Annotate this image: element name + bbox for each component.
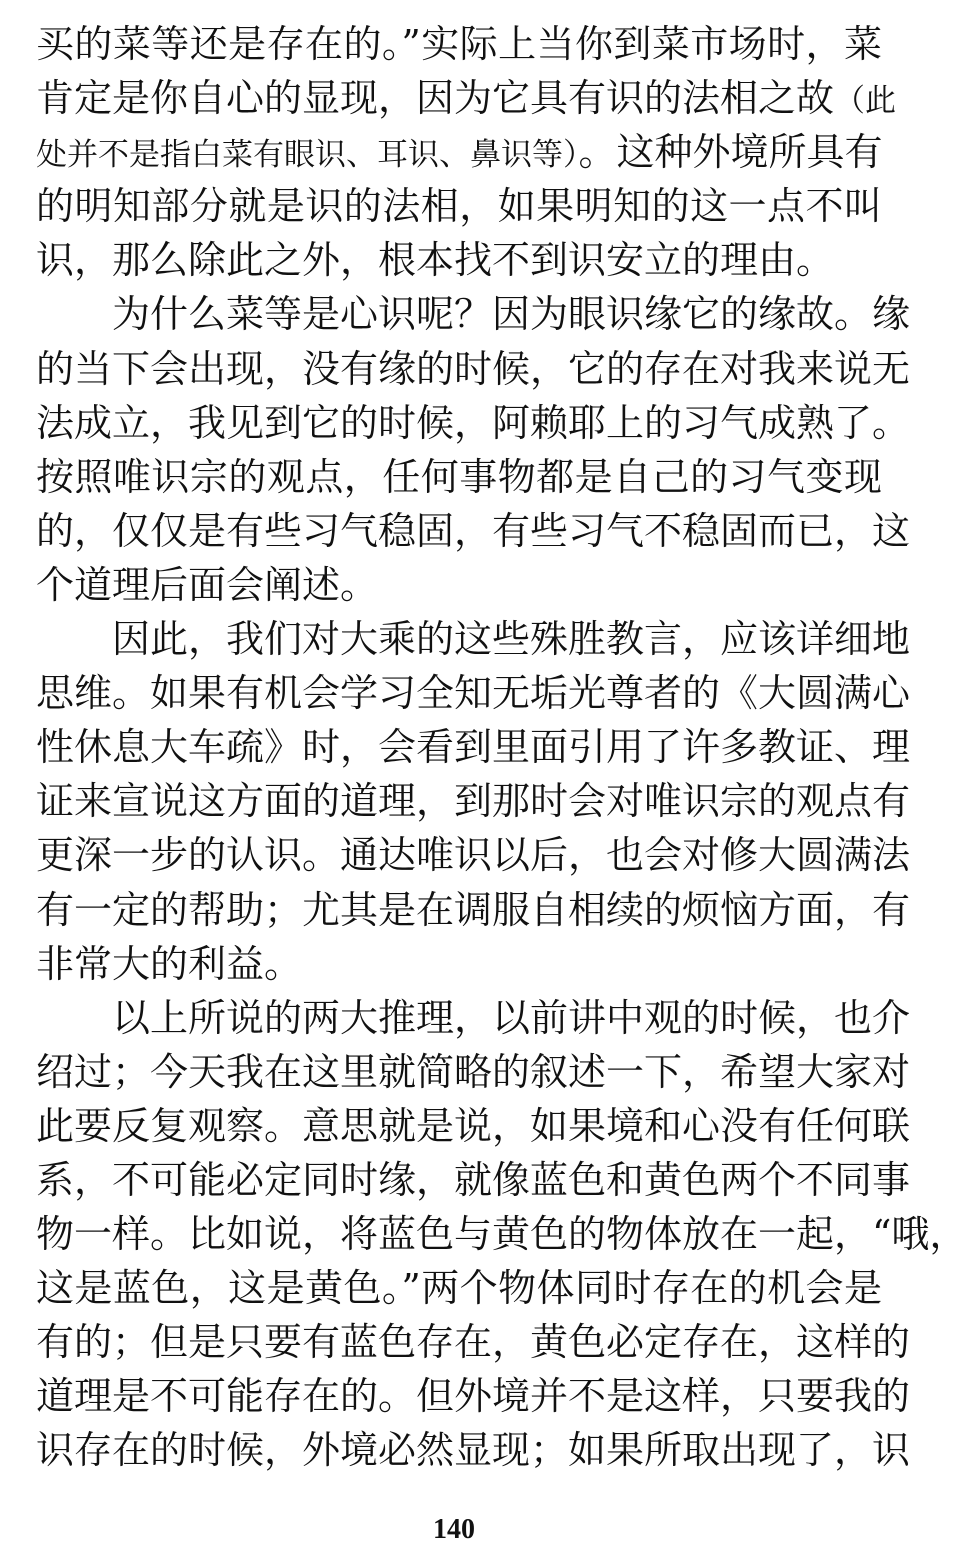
text-line: 系，不可能必定同时缘，就像蓝色和黄色两个不同事 <box>36 1157 911 1202</box>
text-line: 有一定的帮助；尤其是在调服自相续的烦恼方面，有 <box>36 887 911 932</box>
text-line: 处并不是指白菜有眼识、耳识、鼻识等）。这种外境所具有 <box>36 130 883 175</box>
page-number: 140 <box>433 1514 475 1545</box>
text-line: 的当下会出现，没有缘的时候，它的存在对我来说无 <box>36 346 911 391</box>
text-line: 买的菜等还是存在的。”实际上当你到菜市场时，菜 <box>36 22 882 66</box>
text-line: 识存在的时候，外境必然显现；如果所取出现了，识 <box>36 1428 911 1473</box>
text-line: 个道理后面会阐述。 <box>36 562 379 607</box>
text-line: 的，仅仅是有些习气稳固，有些习气不稳固而已，这 <box>36 508 911 553</box>
text-line: 非常大的利益。 <box>36 941 303 986</box>
text-line: 此要反复观察。意思就是说，如果境和心没有任何联 <box>36 1103 911 1148</box>
text-line: 证来宣说这方面的道理，到那时会对唯识宗的观点有 <box>36 779 911 824</box>
paragraph-start-line: 为什么菜等是心识呢？因为眼识缘它的缘故。缘 <box>112 292 911 337</box>
text-line: 绍过；今天我在这里就简略的叙述一下，希望大家对 <box>36 1049 911 1094</box>
text-line: 思维。如果有机会学习全知无垢光尊者的《大圆满心 <box>36 671 911 716</box>
text-line: 有的；但是只要有蓝色存在，黄色必定存在，这样的 <box>36 1320 911 1365</box>
parenthetical-note: 处并不是指白菜有眼识、耳识、鼻识等） <box>36 137 579 174</box>
parenthetical-note: （此 <box>834 83 897 120</box>
text-line: 这是蓝色，这是黄色。”两个物体同时存在的机会是 <box>36 1266 882 1311</box>
text-line: 物一样。比如说，将蓝色与黄色的物体放在一起，“哦， <box>36 1212 967 1257</box>
text-line: 法成立，我见到它的时候，阿赖耶上的习气成熟了。 <box>36 400 911 445</box>
text-line: 的明知部分就是识的法相，如果明知的这一点不叫 <box>36 184 882 229</box>
text-line: 识，那么除此之外，根本找不到识安立的理由。 <box>36 238 835 283</box>
paragraph-start-line: 以上所说的两大推理，以前讲中观的时候，也介 <box>112 995 911 1040</box>
text-line: 按照唯识宗的观点，任何事物都是自己的习气变现 <box>36 454 882 499</box>
text-line: 肯定是你自心的显现，因为它具有识的法相之故（此 <box>36 76 897 121</box>
text-line: 道理是不可能存在的。但外境并不是这样，只要我的 <box>36 1374 911 1419</box>
text-line: 更深一步的认识。通达唯识以后，也会对修大圆满法 <box>36 833 911 878</box>
text-line: 性休息大车疏》时，会看到里面引用了许多教证、理 <box>36 725 911 770</box>
paragraph-start-line: 因此，我们对大乘的这些殊胜教言，应该详细地 <box>112 617 911 662</box>
body-text <box>36 17 967 1478</box>
